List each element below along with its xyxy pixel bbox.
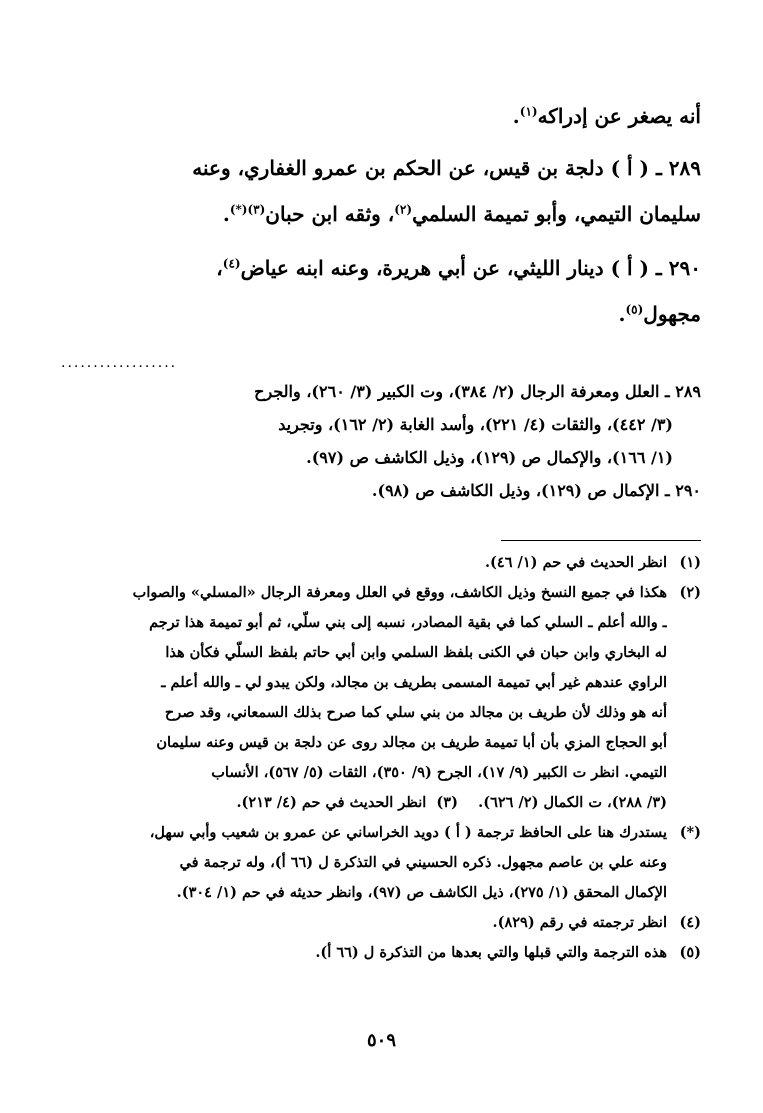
footnote-line: هذه الترجمة والتي قبلها والتي بعدها من التذكرة ل (٦٦ أ). xyxy=(315,944,667,961)
entry-290-line-2 xyxy=(61,291,701,337)
footnote-ref: (٥) xyxy=(625,302,644,317)
footnote-ref: (١) xyxy=(519,104,538,119)
entry-text: مجهول xyxy=(643,302,701,326)
footnote-ref: (٢) xyxy=(394,202,413,217)
footnote-2 xyxy=(61,578,701,818)
source-line: ٢٩٠ ـ الإكمال ص (١٢٩)، وذيل الكاشف ص (٩٨). xyxy=(371,481,701,500)
footnote-line: انظر الحديث في حم (١/ ٤٦). xyxy=(485,554,667,571)
footnote-star xyxy=(61,818,701,908)
entry-289-line-1: ٢٨٩ ـ ( أ ) دلجة بن قيس، عن الحكم بن عمرو الغفاري، وعنه xyxy=(192,156,701,180)
footnote-mark: (٤) xyxy=(679,914,701,931)
footnote-line: يستدرك هنا على الحافظ ترجمة ( أ ) دويد الخراساني عن عمرو بن شعيب وأبي سهل، xyxy=(149,824,667,841)
footnote-text: (٣/ ٢٨٨)، ت الكمال (٢/ ٦٢٦). xyxy=(478,794,667,811)
footnote-1 xyxy=(61,548,701,578)
footnote-line: التيمي. انظر ت الكبير (٩/ ١٧)، الجرح (٩/ ٣٥٠)، الثقات (٥/ ٥٦٧)، الأنساب xyxy=(211,764,667,781)
footnote-ref: (٤) xyxy=(222,256,241,271)
footnote-line: انظر ترجمته في رقم (٨٢٩). xyxy=(492,914,667,931)
footnote-4 xyxy=(61,908,701,938)
footnote-text: انظر الحديث في حم (٤/ ٢١٣). xyxy=(236,794,427,811)
footnote-mark: (٣) xyxy=(436,794,458,811)
dotted-divider: .................. xyxy=(61,355,178,371)
entry-290-line-1 xyxy=(61,245,701,291)
main-text: أنه يصغر عن إدراكه xyxy=(537,104,701,128)
footnote-line: الراوي عندهم غير أبي تميمة المسمى بطريف بن مجالد، ولكن يبدو لي ـ والله أعلم ـ xyxy=(161,674,667,691)
footnote-5 xyxy=(61,938,701,968)
source-line: ٢٨٩ ـ العلل ومعرفة الرجال (٢/ ٣٨٤)، وت الكبير (٣/ ٢٦٠)، والجرح xyxy=(254,382,701,401)
footnote-mark: (٥) xyxy=(679,944,701,961)
entry-text: ٢٩٠ ـ ( أ ) دينار الليثي، عن أبي هريرة، وعنه ابنه عياض xyxy=(240,256,701,280)
punctuation: . xyxy=(222,202,230,226)
footnote-ref: (٣)(*) xyxy=(229,202,266,217)
entry-text: ، وثقه ابن حبان xyxy=(265,202,395,226)
footnote-line: أبو الحجاج المزي بأن أبا تميمة طريف بن مجالد روى عن دلجة بن قيس وعنه سليمان xyxy=(156,734,667,751)
page-number: ٥٠٩ xyxy=(366,1030,396,1051)
footnote-line: أنه هو وذلك لأن طريف بن مجالد من بني سلي كما صرح بذلك السمعاني، وقد صرح xyxy=(164,704,667,721)
footnote-mark: (٢) xyxy=(679,584,701,601)
footnote-line: هكذا في جميع النسخ وذيل الكاشف، ووقع في العلل ومعرفة الرجال «المسلي» والصواب xyxy=(132,584,667,601)
entry-289-line-2 xyxy=(61,191,701,237)
footnote-rule xyxy=(501,540,701,541)
main-paragraph-continuation xyxy=(61,93,701,139)
footnote-line: الإكمال المحقق (١/ ٢٧٥)، ذيل الكاشف ص (٩٧)، وانظر حديثه في حم (١/ ٣٠٤). xyxy=(176,884,667,901)
entry-290 xyxy=(61,245,701,337)
footnotes-block xyxy=(61,548,701,968)
main-line xyxy=(61,93,701,139)
source-line: (٣/ ٤٤٢)، والثقات (٤/ ٢٢١)، وأسد الغابة (٢/ ١٦٢)، وتجريد xyxy=(278,415,673,434)
punctuation: . xyxy=(618,302,626,326)
footnote-line: وعنه علي بن عاصم مجهول. ذكره الحسيني في التذكرة ل (٦٦ أ)، وله ترجمة في xyxy=(179,854,667,871)
footnote-mark: (*) xyxy=(679,824,701,841)
entry-text: سليمان التيمي، وأبو تميمة السلمي xyxy=(412,202,701,226)
source-line: (١/ ١٦٦)، والإكمال ص (١٢٩)، وذيل الكاشف ص (٩٧). xyxy=(306,448,673,467)
punctuation: ، xyxy=(216,256,223,280)
entry-289 xyxy=(61,145,701,237)
sources-block xyxy=(61,375,701,507)
footnote-line: ـ والله أعلم ـ السلي كما في بقية المصادر، نسبه إلى بني سلّي، ثم أبو تميمة هذا ترجم xyxy=(149,614,667,631)
footnote-mark: (١) xyxy=(679,554,701,571)
footnote-line xyxy=(61,788,667,818)
punctuation: . xyxy=(512,104,520,128)
footnote-line: له البخاري وابن حبان في الكنى بلفظ السلمي وابن أبي حاتم بلفظ السلّي فكأن هذا xyxy=(165,644,667,661)
